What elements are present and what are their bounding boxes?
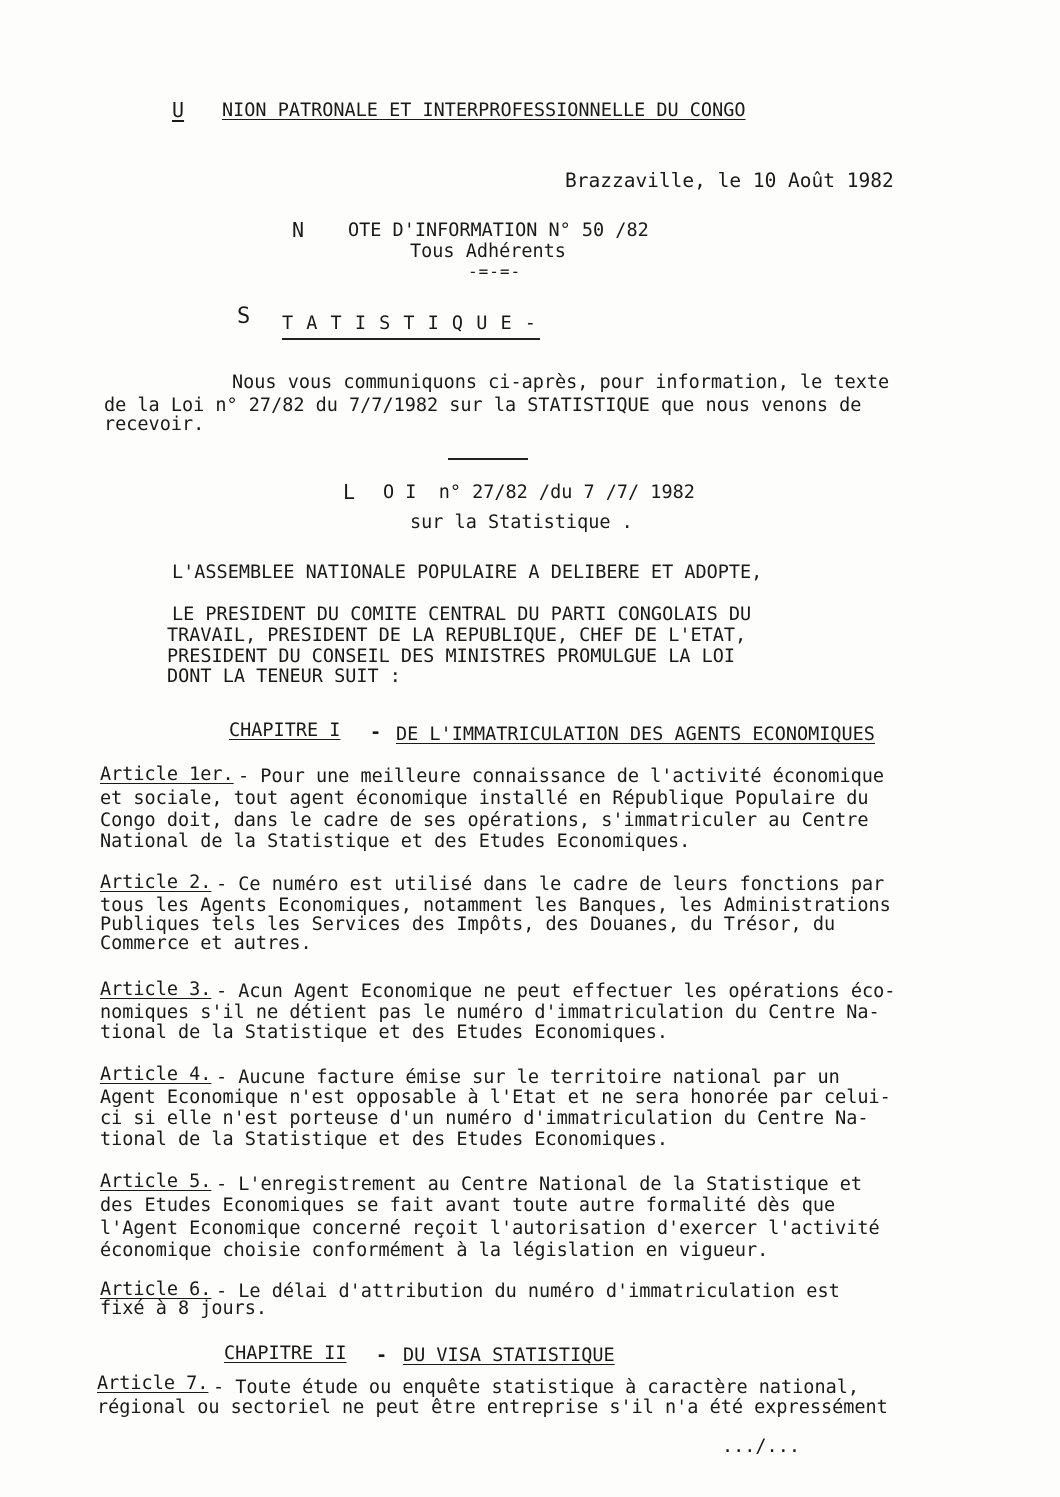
intro-line-3: recevoir.	[104, 414, 205, 435]
subject-title: T A T I S T I Q U E -	[282, 313, 537, 334]
article-4-line-2: Agent Economique n'est opposable à l'Etat et ne sera honorée par celui-	[100, 1087, 891, 1108]
subject-underline	[282, 338, 540, 340]
continuation-mark: .../...	[722, 1436, 800, 1457]
article-4-line-1: - Aucune facture émise sur le territoire national par un	[216, 1067, 840, 1088]
article-3-line-2: nomiques s'il ne détient pas le numéro d'immatriculation du Centre Na-	[100, 1002, 880, 1023]
note-initial-mark: N	[292, 218, 305, 242]
law-subtitle: sur la Statistique .	[410, 512, 633, 533]
article-1-label: Article 1er.	[100, 764, 234, 785]
note-recipients: Tous Adhérents	[410, 241, 566, 262]
law-initial-mark: L	[343, 480, 356, 504]
article-2-line-4: Commerce et autres.	[100, 933, 312, 954]
article-5-line-3: l'Agent Economique concerné reçoit l'autorisation d'exercer l'activité	[100, 1218, 880, 1239]
article-1-line-3: Congo doit, dans le cadre de ses opérations, s'immatriculer au Centre	[100, 810, 869, 831]
org-initial-mark: U	[172, 98, 185, 122]
chapter1-separator: -	[370, 722, 382, 743]
article-2-line-2: tous les Agents Economiques, notamment les Banques, les Administrations	[100, 895, 891, 916]
subject-initial-mark: S	[237, 304, 251, 329]
chapter2-title: DU VISA STATISTIQUE	[403, 1345, 615, 1366]
chapter2-label: CHAPITRE II	[224, 1343, 347, 1364]
article-7-line-2: régional ou sectoriel ne peut être entreprise s'il n'a été expressément	[97, 1397, 888, 1418]
law-preamble: L'ASSEMBLEE NATIONALE POPULAIRE A DELIBERE ET ADOPTE,	[172, 562, 763, 583]
article-2-line-3: Publiques tels les Services des Impôts, des Douanes, du Trésor, du	[100, 914, 836, 935]
article-7-line-1: - Toute étude ou enquête statistique à caractère national,	[213, 1377, 860, 1398]
article-7-label: Article 7.	[97, 1373, 209, 1394]
org-title: NION PATRONALE ET INTERPROFESSIONNELLE DU CONGO	[222, 100, 746, 121]
article-1-line-1: - Pour une meilleure connaissance de l'activité économique	[238, 766, 885, 787]
article-4-label: Article 4.	[100, 1064, 212, 1085]
article-5-label: Article 5.	[100, 1171, 212, 1192]
article-6-line-1: - Le délai d'attribution du numéro d'immatriculation est	[216, 1281, 840, 1302]
section-divider	[448, 458, 528, 460]
place-date: Brazzaville, le 10 Août 1982	[565, 169, 894, 192]
chapter1-label: CHAPITRE I	[229, 720, 341, 741]
promulgation-line-2: TRAVAIL, PRESIDENT DE LA REPUBLIQUE, CHEF DE L'ETAT,	[167, 625, 747, 646]
article-3-label: Article 3.	[100, 979, 212, 1000]
promulgation-line-1: LE PRESIDENT DU COMITE CENTRAL DU PARTI CONGOLAIS DU	[172, 604, 752, 625]
promulgation-line-3: PRESIDENT DU CONSEIL DES MINISTRES PROMULGUE LA LOI	[167, 646, 736, 667]
article-1-line-2: et sociale, tout agent économique installé en République Populaire du	[100, 788, 869, 809]
article-4-line-4: tional de la Statistique et des Etudes Economiques.	[100, 1129, 669, 1150]
article-6-line-2: fixé à 8 jours.	[100, 1298, 268, 1319]
article-5-line-1: - L'enregistrement au Centre National de la Statistique et	[216, 1174, 863, 1195]
article-3-line-1: - Acun Agent Economique ne peut effectuer les opérations éco-	[216, 981, 896, 1002]
article-5-line-4: économique choisie conformément à la législation en vigueur.	[100, 1240, 769, 1261]
article-5-line-2: des Etudes Economiques se fait avant toute autre formalité dès que	[100, 1195, 836, 1216]
article-4-line-3: ci si elle n'est porteuse d'un numéro d'immatriculation du Centre Na-	[100, 1108, 869, 1129]
article-6-label: Article 6.	[100, 1279, 212, 1300]
law-title: O I n° 27/82 /du 7 /7/ 1982	[383, 482, 695, 503]
article-2-label: Article 2.	[100, 872, 212, 893]
chapter1-title: DE L'IMMATRICULATION DES AGENTS ECONOMIQUES	[396, 724, 875, 745]
article-2-line-1: - Ce numéro est utilisé dans le cadre de leurs fonctions par	[216, 874, 885, 895]
intro-line-1: Nous vous communiquons ci-après, pour information, le texte	[232, 372, 890, 393]
note-divider: -=-=-	[468, 262, 522, 281]
note-title: OTE D'INFORMATION N° 50 /82	[348, 220, 649, 241]
article-1-line-4: National de la Statistique et des Etudes Economiques.	[100, 831, 691, 852]
intro-line-2: de la Loi n° 27/82 du 7/7/1982 sur la STATISTIQUE que nous venons de	[104, 395, 862, 416]
promulgation-line-4: DONT LA TENEUR SUIT :	[167, 666, 401, 687]
chapter2-separator: -	[376, 1345, 388, 1366]
article-3-line-3: tional de la Statistique et des Etudes Economiques.	[100, 1022, 669, 1043]
